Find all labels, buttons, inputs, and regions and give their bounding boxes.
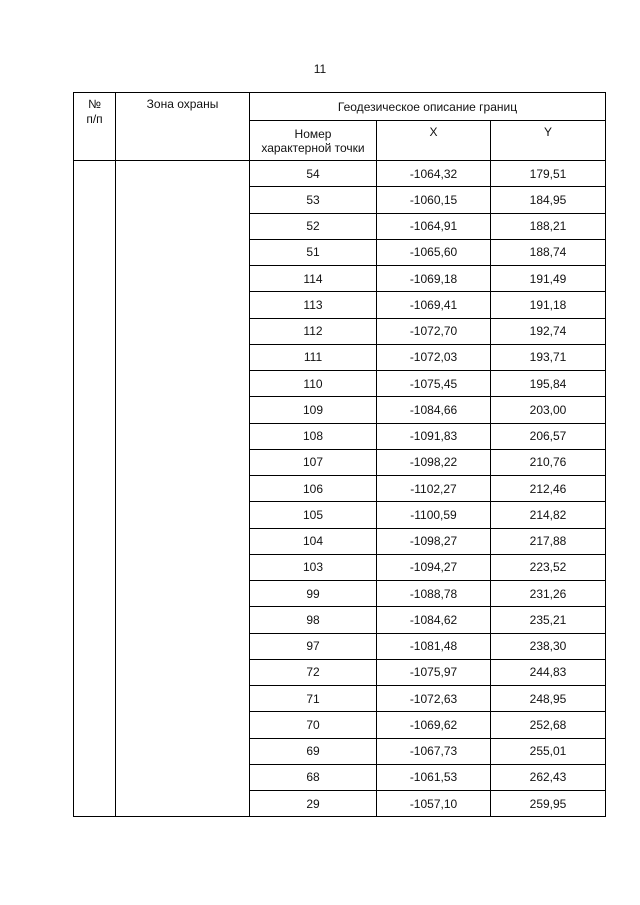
- cell-x: -1102,27: [377, 476, 491, 502]
- cell-point: 104: [250, 528, 377, 554]
- cell-y: 188,21: [491, 213, 606, 239]
- header-point-line1: Номер: [294, 126, 332, 141]
- cell-point: 103: [250, 554, 377, 580]
- cell-y: 217,88: [491, 528, 606, 554]
- cell-x: -1088,78: [377, 581, 491, 607]
- header-number-label: № п/п: [86, 97, 103, 126]
- cell-point: 99: [250, 581, 377, 607]
- cell-y: 206,57: [491, 423, 606, 449]
- cell-point: 110: [250, 371, 377, 397]
- cell-y: 259,95: [491, 791, 606, 817]
- cell-point: 105: [250, 502, 377, 528]
- cell-x: -1069,62: [377, 712, 491, 738]
- cell-x: -1091,83: [377, 423, 491, 449]
- cell-point: 113: [250, 292, 377, 318]
- cell-y: 191,18: [491, 292, 606, 318]
- cell-point: 69: [250, 738, 377, 764]
- cell-x: -1072,70: [377, 318, 491, 344]
- cell-y: 231,26: [491, 581, 606, 607]
- cell-y: 193,71: [491, 344, 606, 370]
- cell-x: -1064,91: [377, 213, 491, 239]
- cell-y: 262,43: [491, 764, 606, 790]
- cell-point: 108: [250, 423, 377, 449]
- header-y: Y: [491, 121, 606, 161]
- cell-x: -1075,97: [377, 659, 491, 685]
- cell-point: 111: [250, 344, 377, 370]
- cell-zone: [116, 161, 250, 817]
- cell-point: 114: [250, 266, 377, 292]
- cell-x: -1061,53: [377, 764, 491, 790]
- cell-x: -1060,15: [377, 187, 491, 213]
- cell-point: 98: [250, 607, 377, 633]
- cell-x: -1069,41: [377, 292, 491, 318]
- geodetic-table: [73, 92, 606, 817]
- cell-y: 203,00: [491, 397, 606, 423]
- cell-number: [74, 161, 116, 817]
- cell-point: 70: [250, 712, 377, 738]
- cell-x: -1084,62: [377, 607, 491, 633]
- cell-y: 244,83: [491, 659, 606, 685]
- cell-x: -1094,27: [377, 554, 491, 580]
- cell-point: 97: [250, 633, 377, 659]
- cell-y: 252,68: [491, 712, 606, 738]
- cell-y: 184,95: [491, 187, 606, 213]
- cell-y: 188,74: [491, 239, 606, 265]
- cell-x: -1084,66: [377, 397, 491, 423]
- cell-y: 212,46: [491, 476, 606, 502]
- cell-x: -1081,48: [377, 633, 491, 659]
- cell-x: -1069,18: [377, 266, 491, 292]
- cell-y: 235,21: [491, 607, 606, 633]
- cell-y: 255,01: [491, 738, 606, 764]
- table-body: [74, 161, 606, 817]
- cell-point: 112: [250, 318, 377, 344]
- cell-y: 195,84: [491, 371, 606, 397]
- table-row: [74, 161, 606, 187]
- header-number: [74, 93, 116, 161]
- cell-x: -1072,03: [377, 344, 491, 370]
- header-x: X: [377, 121, 491, 161]
- cell-x: -1072,63: [377, 686, 491, 712]
- cell-point: 51: [250, 239, 377, 265]
- header-geodetic: Геодезическое описание границ: [250, 93, 606, 121]
- cell-point: 71: [250, 686, 377, 712]
- cell-point: 29: [250, 791, 377, 817]
- cell-y: 179,51: [491, 161, 606, 187]
- cell-x: -1098,27: [377, 528, 491, 554]
- cell-x: -1064,32: [377, 161, 491, 187]
- page-number: 11: [313, 62, 327, 76]
- cell-x: -1098,22: [377, 449, 491, 475]
- cell-point: 109: [250, 397, 377, 423]
- cell-point: 68: [250, 764, 377, 790]
- cell-point: 53: [250, 187, 377, 213]
- cell-point: 52: [250, 213, 377, 239]
- cell-x: -1100,59: [377, 502, 491, 528]
- cell-x: -1057,10: [377, 791, 491, 817]
- cell-point: 54: [250, 161, 377, 187]
- header-zone: Зона охраны: [116, 93, 250, 161]
- cell-point: 72: [250, 659, 377, 685]
- cell-y: 223,52: [491, 554, 606, 580]
- cell-y: 210,76: [491, 449, 606, 475]
- cell-y: 238,30: [491, 633, 606, 659]
- cell-x: -1067,73: [377, 738, 491, 764]
- cell-point: 107: [250, 449, 377, 475]
- cell-y: 248,95: [491, 686, 606, 712]
- cell-x: -1065,60: [377, 239, 491, 265]
- cell-y: 214,82: [491, 502, 606, 528]
- cell-y: 191,49: [491, 266, 606, 292]
- header-point-line2: характерной точки: [261, 140, 365, 155]
- cell-x: -1075,45: [377, 371, 491, 397]
- cell-y: 192,74: [491, 318, 606, 344]
- header-point: [250, 121, 377, 161]
- cell-point: 106: [250, 476, 377, 502]
